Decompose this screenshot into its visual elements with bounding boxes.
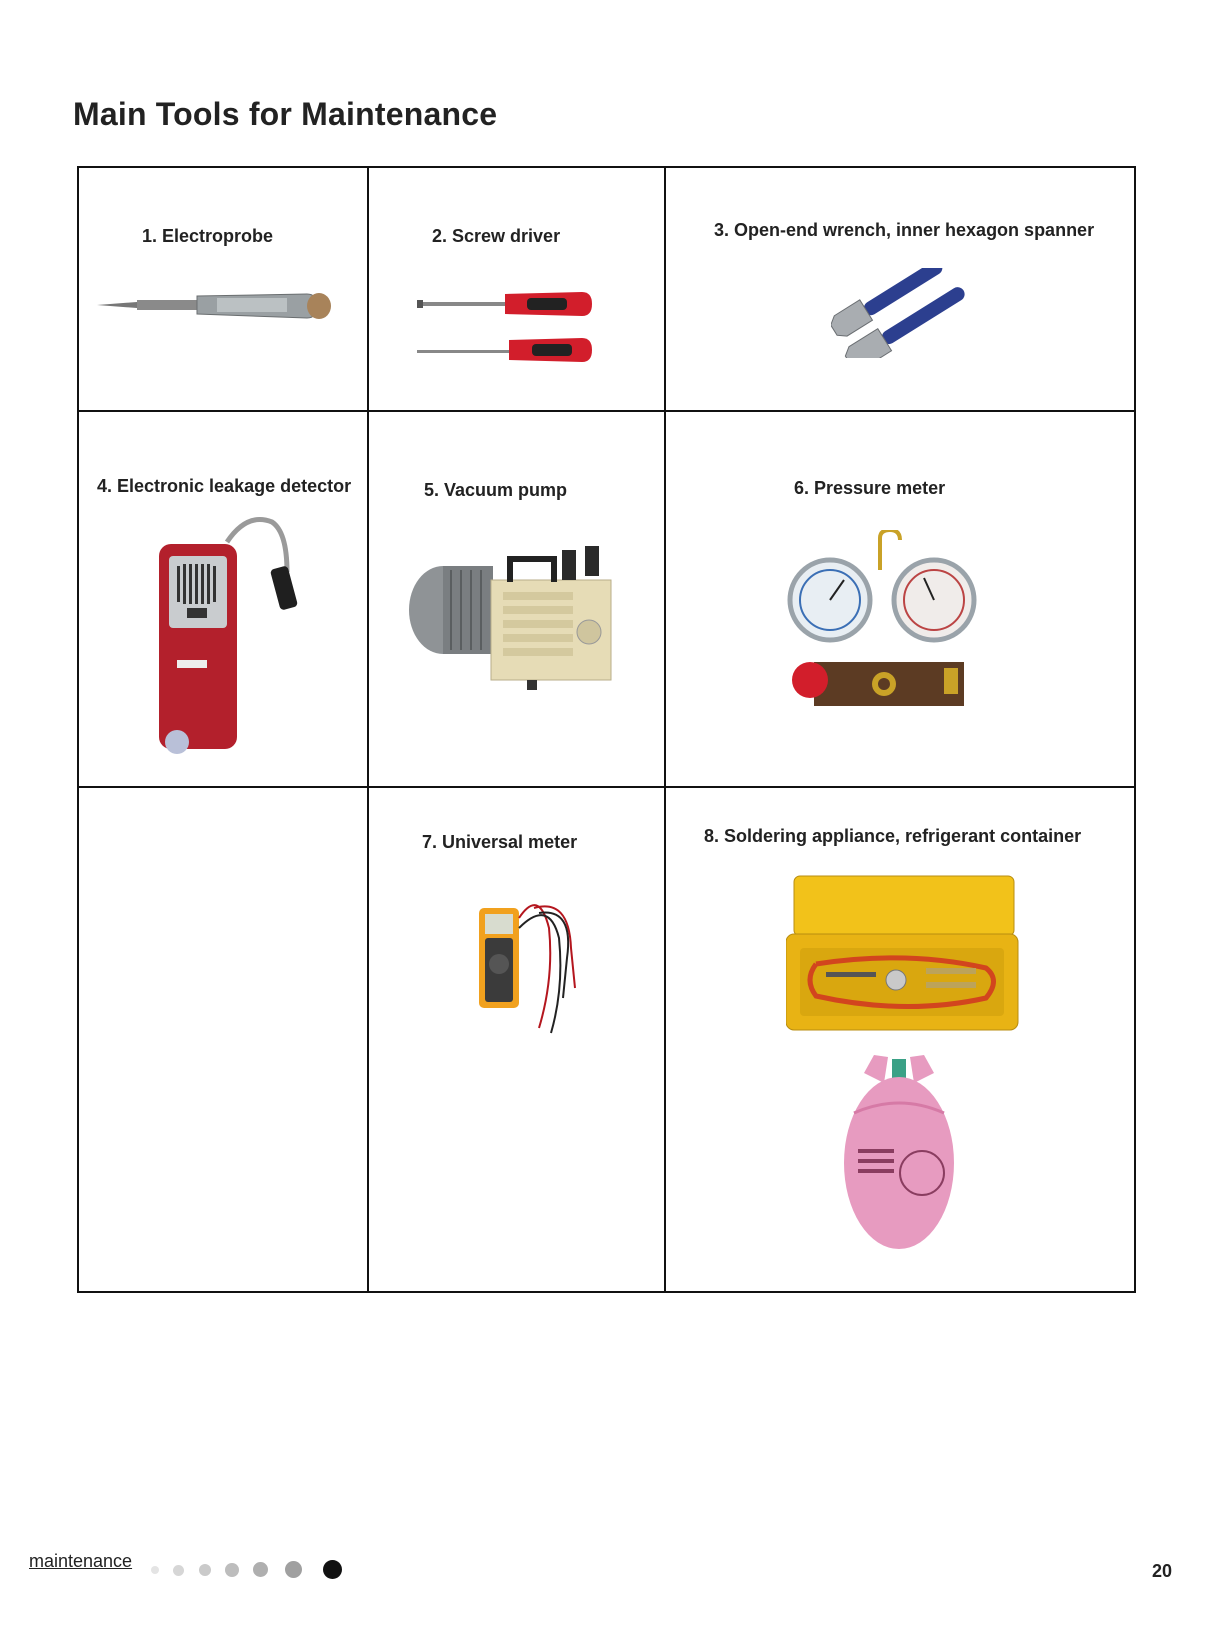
tool-cell-leak-detector xyxy=(78,411,368,787)
tool-cell-universal-meter xyxy=(368,787,665,1292)
table-row xyxy=(78,167,1135,411)
table-row xyxy=(78,411,1135,787)
progress-dot-4 xyxy=(225,1563,239,1577)
pressure-gauge-icon xyxy=(784,530,984,716)
progress-dot-5 xyxy=(253,1562,268,1577)
tool-label: 2. Screw driver xyxy=(432,226,561,246)
soldering-kit-icon xyxy=(786,868,1021,1043)
tool-cell-screwdriver xyxy=(368,167,665,411)
tool-label: 7. Universal meter xyxy=(422,832,578,852)
empty-cell xyxy=(78,787,368,1292)
tool-label: 3. Open-end wrench, inner hexagon spanner xyxy=(714,220,1095,240)
electroprobe-icon xyxy=(97,286,337,326)
tool-label: 1. Electroprobe xyxy=(142,226,274,246)
tools-table xyxy=(77,166,1136,1293)
tool-cell-soldering-refrigerant xyxy=(665,787,1135,1292)
progress-dot-3 xyxy=(199,1564,211,1576)
leak-detector-icon xyxy=(157,512,307,757)
tool-cell-pressure-meter xyxy=(665,411,1135,787)
screwdriver-icon xyxy=(417,286,597,370)
page-number: 20 xyxy=(1152,1561,1173,1581)
footer-section-link[interactable]: maintenance xyxy=(29,1551,133,1571)
multimeter-icon xyxy=(479,888,579,1036)
wrench-icon xyxy=(831,268,971,358)
progress-dot-current xyxy=(323,1560,342,1579)
progress-dot-6 xyxy=(285,1561,302,1578)
page-title: Main Tools for Maintenance xyxy=(73,96,498,132)
tool-label: 6. Pressure meter xyxy=(794,478,946,498)
tool-label: 8. Soldering appliance, refrigerant container xyxy=(704,826,1082,846)
vacuum-pump-icon xyxy=(407,540,627,710)
table-row xyxy=(78,787,1135,1292)
tool-label: 5. Vacuum pump xyxy=(424,480,568,500)
progress-dot-2 xyxy=(173,1565,184,1576)
tool-cell-wrench xyxy=(665,167,1135,411)
tool-cell-vacuum-pump xyxy=(368,411,665,787)
refrigerant-cylinder-icon xyxy=(844,1053,954,1253)
tool-label: 4. Electronic leakage detector xyxy=(97,476,352,496)
progress-dot-1 xyxy=(151,1566,159,1574)
tool-cell-electroprobe xyxy=(78,167,368,411)
